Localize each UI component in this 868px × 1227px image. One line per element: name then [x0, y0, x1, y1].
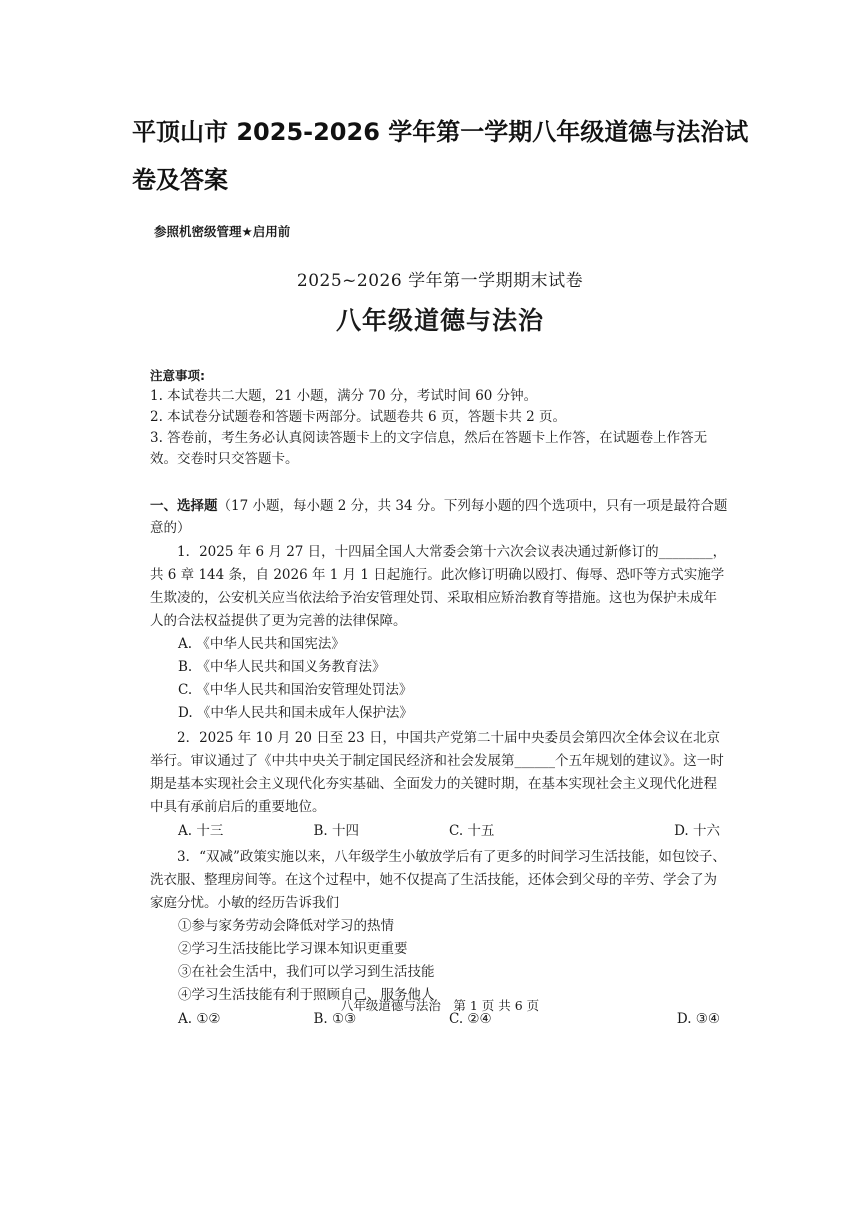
- document-heading: 平顶山市 2025-2026 学年第一学期八年级道德与法治试卷及答案: [132, 118, 749, 194]
- question-3-option-c: C. ②④: [449, 1011, 492, 1027]
- exam-term-title: 2025~2026 学年第一学期期末试卷: [296, 271, 584, 291]
- question-2-option-b: B. 十四: [313, 823, 360, 839]
- question-3-option-b: B. ①③: [313, 1011, 357, 1027]
- question-1-text: 1．2025 年 6 月 27 日，十四届全国人大常委会第十六次会议表决通过新修订的________，共 6 章 144 条，自 2026 年 1 月 1 日起施行。此次修订明确以殴打、侮辱、恐吓等方式实施学生欺凌的，公安机关应当依法给予治安管理处罚、采取相应矫治教育等措施。这也为保护未成年人的合法权益提供了更为完善的法律保障。: [150, 544, 727, 629]
- question-3-statement: ①参与家务劳动会降低对学习的热情: [178, 918, 394, 934]
- question-2-option-d: D. 十六: [674, 823, 720, 839]
- question-2-option-a: A. 十三: [178, 823, 224, 839]
- notice-block: [150, 365, 730, 470]
- exam-subject-title: 八年级道德与法治: [335, 306, 544, 335]
- section-description: （17 小题，每小题 2 分，共 34 分。下列每小题的四个选项中，只有一项是最符合题意的）: [150, 498, 728, 536]
- question-3-statement: ③在社会生活中，我们可以学习到生活技能: [178, 964, 435, 980]
- question-1-option-a: A. 《中华人民共和国宪法》: [178, 636, 345, 652]
- section-header: [150, 495, 730, 539]
- page-footer: 八年级道德与法治 第 1 页 共 6 页: [340, 998, 540, 1013]
- notice-item: 3. 答卷前，考生务必认真阅读答题卡上的文字信息，然后在答题卡上作答，在试题卷上作答无效。交卷时只交答题卡。: [150, 430, 708, 467]
- question-1-option-c: C. 《中华人民共和国治安管理处罚法》: [178, 682, 413, 698]
- question-1-option-b: B. 《中华人民共和国义务教育法》: [178, 659, 386, 675]
- section-title: 一、选择题: [150, 498, 218, 514]
- question-2-text: 2．2025 年 10 月 20 日至 23 日，中国共产党第二十届中央委员会第四次全体会议在北京举行。审议通过了《中共中央关于制定国民经济和社会发展第______个五年规划的建议》。这一时期是基本实现社会主义现代化夯实基础、全面发力的关键时期，在基本实现社会主义现代化进程中具有承前启后的重要地位。: [150, 730, 724, 815]
- notice-item: 2. 本试卷分试题卷和答题卡两部分。试题卷共 6 页，答题卡共 2 页。: [150, 409, 567, 425]
- question-2-options: [150, 819, 730, 844]
- question-3-option-a: A. ①②: [178, 1011, 221, 1027]
- notice-item: 1. 本试卷共二大题，21 小题，满分 70 分，考试时间 60 分钟。: [150, 388, 538, 404]
- exam-page: [150, 222, 730, 1032]
- question-2-option-c: C. 十五: [449, 823, 495, 839]
- question-3-statement: ②学习生活技能比学习课本知识更重要: [178, 941, 408, 957]
- question-1-option-d: D. 《中华人民共和国未成年人保护法》: [178, 705, 413, 721]
- secret-level-note: 参照机密级管理★启用前: [154, 224, 291, 239]
- notice-title: 注意事项:: [150, 368, 205, 383]
- question-3-option-d: D. ③④: [676, 1011, 720, 1027]
- question-3-text: 3．“双减”政策实施以来，八年级学生小敏放学后有了更多的时间学习生活技能，如包饺子、洗衣服、整理房间等。在这个过程中，她不仅提高了生活技能，还体会到父母的辛劳、学会了为家庭分忧。小敏的经历告诉我们: [150, 849, 726, 911]
- question-3-statement: ④学习生活技能有利于照顾自己、服务他人: [178, 987, 435, 1003]
